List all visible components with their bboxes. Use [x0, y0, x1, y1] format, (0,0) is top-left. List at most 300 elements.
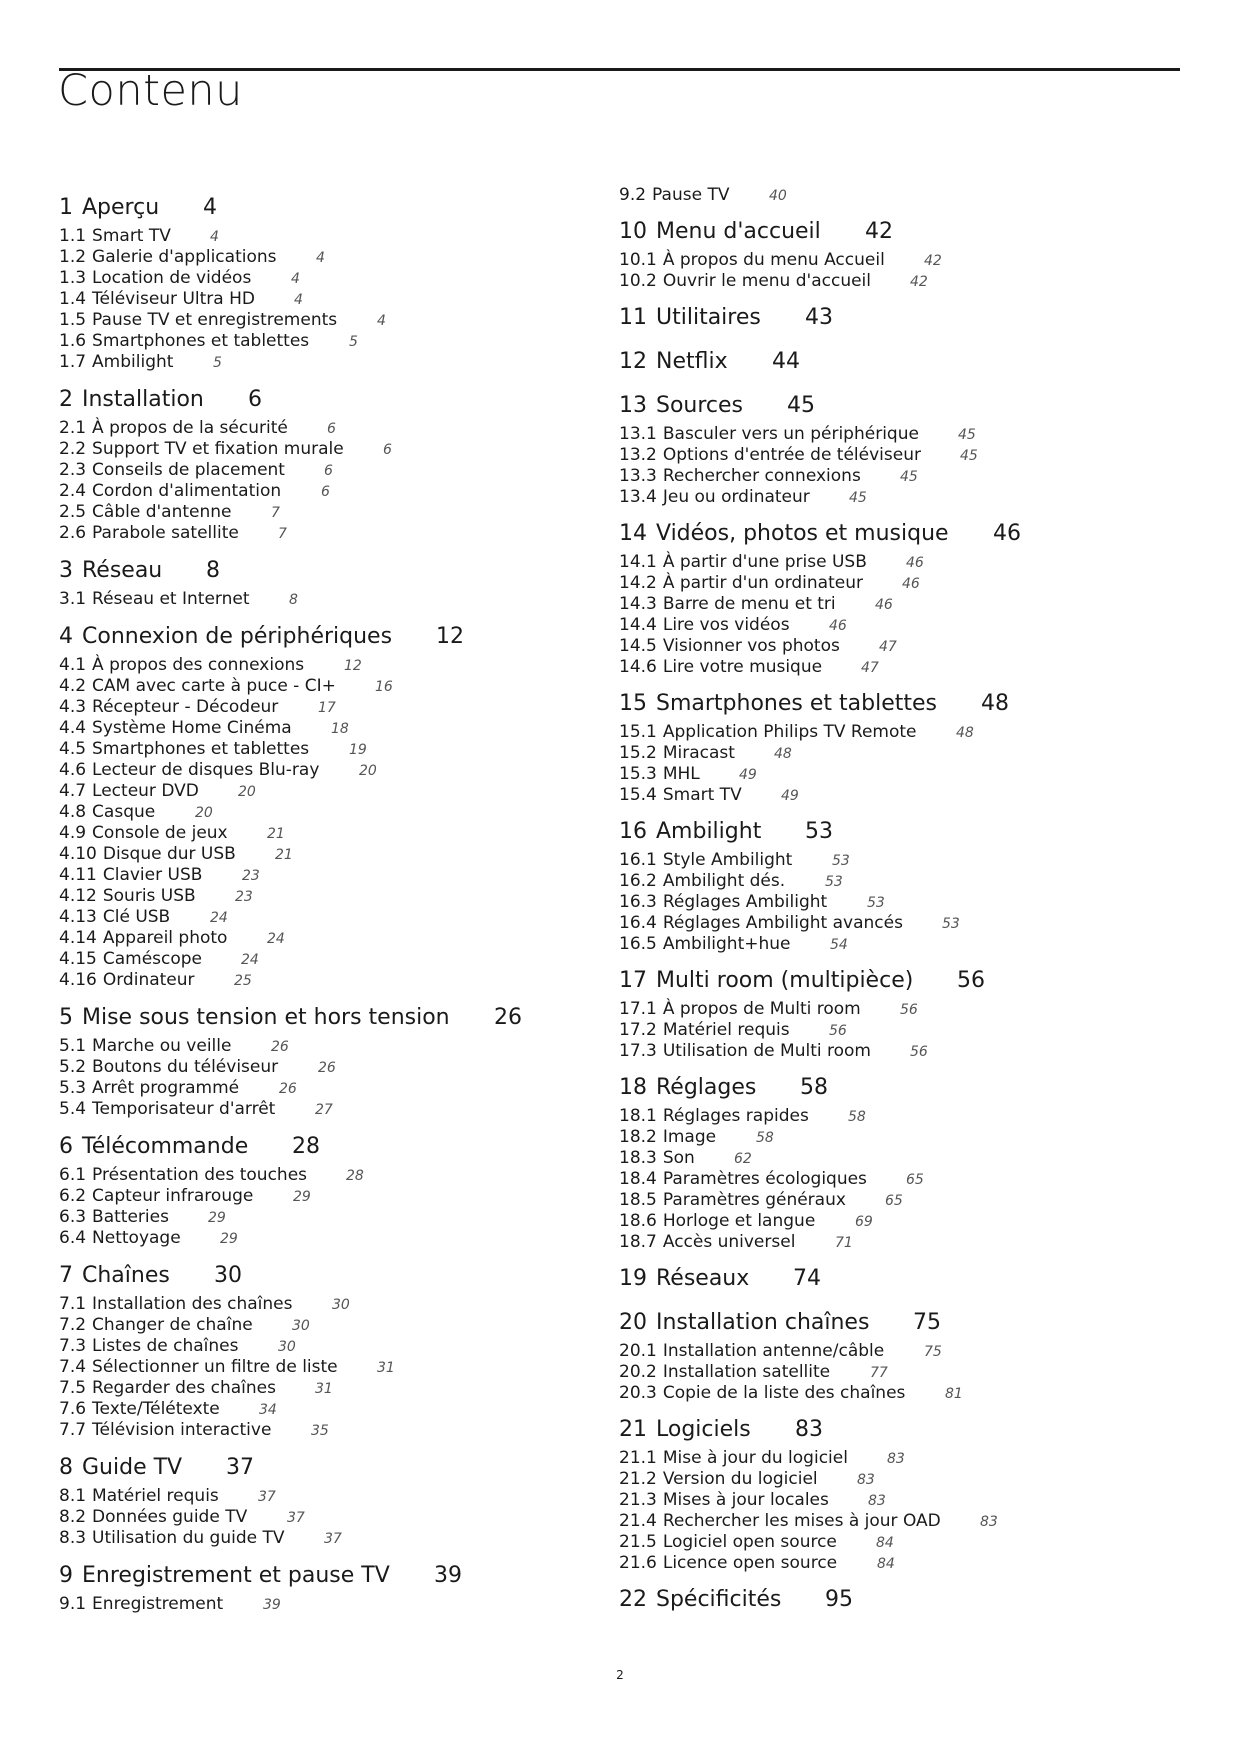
section-title: Rechercher les mises à jour OAD	[662, 1511, 941, 1531]
section-title: Capteur infrarouge	[92, 1186, 254, 1206]
toc-section[interactable]	[619, 552, 924, 572]
toc-section[interactable]	[59, 1507, 305, 1527]
toc-section[interactable]	[59, 802, 213, 822]
section-number: 7.3	[59, 1336, 87, 1356]
section-number: 1.1	[59, 226, 87, 246]
section-title: Utilisation de Multi room	[662, 1041, 871, 1061]
page-reference: 65	[906, 1172, 924, 1188]
page-reference: 4	[377, 313, 386, 329]
toc-section[interactable]	[619, 1490, 886, 1510]
section-number: 21.3	[619, 1490, 657, 1510]
section-title: Barre de menu et tri	[662, 594, 836, 614]
page-reference: 83	[868, 1493, 886, 1509]
toc-chapter[interactable]	[59, 624, 464, 649]
section-title: Visionner vos photos	[662, 636, 840, 656]
page-reference: 53	[825, 874, 843, 890]
page-reference: 17	[318, 700, 336, 716]
section-number: 21.2	[619, 1469, 657, 1489]
section-title: Smartphones et tablettes	[92, 739, 310, 759]
section-title: Nettoyage	[92, 1228, 181, 1248]
section-title: À propos du menu Accueil	[662, 250, 885, 270]
section-number: 2.6	[59, 523, 87, 543]
section-title: Console de jeux	[92, 823, 228, 843]
section-title: Options d'entrée de téléviseur	[662, 445, 921, 465]
chapter-title: Vidéos, photos et musique	[656, 521, 949, 546]
page-reference: 46	[906, 555, 924, 571]
toc-section[interactable]	[619, 871, 843, 891]
page-reference: 56	[900, 1002, 918, 1018]
page-reference: 65	[885, 1193, 903, 1209]
toc-section[interactable]	[59, 418, 336, 438]
section-number: 9.2	[619, 185, 647, 205]
section-number: 4.6	[59, 760, 87, 780]
page-reference: 84	[877, 1556, 895, 1572]
toc-section[interactable]	[59, 718, 349, 738]
toc-section[interactable]	[619, 573, 920, 593]
section-title: Sélectionner un filtre de liste	[92, 1357, 338, 1377]
section-title: Rechercher connexions	[662, 466, 861, 486]
toc-section[interactable]	[59, 928, 285, 948]
toc-chapter[interactable]	[619, 219, 893, 244]
page-reference: 83	[857, 1472, 875, 1488]
toc-chapter[interactable]	[619, 521, 1021, 546]
toc-section[interactable]	[619, 1362, 888, 1382]
toc-section[interactable]	[619, 892, 885, 912]
section-number: 5.3	[59, 1078, 87, 1098]
page-reference: 30	[278, 1339, 296, 1355]
chapter-number: 14	[619, 521, 647, 546]
toc-section[interactable]	[59, 949, 259, 969]
page-reference: 75	[924, 1344, 942, 1360]
section-number: 15.2	[619, 743, 657, 763]
toc-section[interactable]	[619, 594, 893, 614]
toc-section[interactable]	[619, 1041, 928, 1061]
toc-chapter[interactable]	[59, 1455, 254, 1480]
toc-section[interactable]	[619, 424, 976, 444]
page-reference: 74	[793, 1266, 821, 1291]
section-number: 14.2	[619, 573, 657, 593]
section-number: 21.5	[619, 1532, 657, 1552]
page-reference: 48	[956, 725, 974, 741]
section-number: 14.3	[619, 594, 657, 614]
toc-section[interactable]	[59, 1294, 350, 1314]
toc-chapter[interactable]	[619, 1075, 828, 1100]
toc-section[interactable]	[619, 1511, 998, 1531]
chapter-number: 13	[619, 393, 647, 418]
toc-section[interactable]	[59, 439, 392, 459]
section-number: 18.5	[619, 1190, 657, 1210]
toc-section[interactable]	[619, 1448, 905, 1468]
toc-section[interactable]	[59, 523, 287, 543]
toc-section[interactable]	[619, 743, 792, 763]
section-title: Horloge et langue	[662, 1211, 816, 1231]
page-reference: 5	[213, 355, 222, 371]
section-title: Regarder des chaînes	[92, 1378, 276, 1398]
chapter-title: Chaînes	[82, 1263, 170, 1288]
chapter-number: 1	[59, 195, 73, 220]
toc-section[interactable]	[59, 1315, 310, 1335]
section-title: Temporisateur d'arrêt	[92, 1099, 276, 1119]
toc-chapter[interactable]	[59, 195, 217, 220]
section-number: 5.2	[59, 1057, 87, 1077]
toc-section[interactable]	[59, 1057, 336, 1077]
section-number: 7.7	[59, 1420, 87, 1440]
toc-section[interactable]	[59, 247, 325, 267]
toc-section[interactable]	[59, 697, 336, 717]
section-title: Listes de chaînes	[92, 1336, 239, 1356]
page-reference: 75	[913, 1310, 941, 1335]
toc-section[interactable]	[59, 655, 362, 675]
page-reference: 45	[787, 393, 815, 418]
section-title: Ambilight+hue	[662, 934, 791, 954]
page-reference: 16	[375, 679, 393, 695]
section-number: 8.1	[59, 1486, 87, 1506]
page-reference: 24	[267, 931, 285, 947]
toc-chapter[interactable]	[619, 1310, 941, 1335]
section-number: 13.1	[619, 424, 657, 444]
toc-section[interactable]	[619, 1532, 894, 1552]
page-reference: 39	[263, 1597, 281, 1613]
section-number: 18.6	[619, 1211, 657, 1231]
toc-section[interactable]	[619, 913, 960, 933]
section-number: 2.5	[59, 502, 87, 522]
section-title: Boutons du téléviseur	[92, 1057, 279, 1077]
section-number: 21.6	[619, 1553, 657, 1573]
toc-section[interactable]	[59, 865, 260, 885]
section-title: Son	[662, 1148, 695, 1168]
page-reference: 83	[887, 1451, 905, 1467]
section-number: 15.3	[619, 764, 657, 784]
page-reference: 58	[800, 1075, 828, 1100]
chapter-title: Menu d'accueil	[656, 219, 821, 244]
toc-chapter[interactable]	[619, 305, 833, 330]
toc-chapter[interactable]	[59, 1563, 462, 1588]
chapter-title: Logiciels	[656, 1417, 751, 1442]
chapter-title: Enregistrement et pause TV	[82, 1563, 390, 1588]
toc-section[interactable]	[59, 1207, 226, 1227]
page-reference: 8	[206, 558, 220, 583]
chapter-number: 21	[619, 1417, 647, 1442]
section-title: Marche ou veille	[92, 1036, 232, 1056]
section-number: 4.7	[59, 781, 87, 801]
page-reference: 95	[825, 1587, 853, 1612]
chapter-title: Smartphones et tablettes	[656, 691, 937, 716]
toc-section[interactable]	[59, 481, 330, 501]
page-reference: 19	[349, 742, 367, 758]
toc-chapter[interactable]	[59, 1263, 242, 1288]
toc-chapter[interactable]	[619, 1417, 823, 1442]
page-reference: 45	[849, 490, 867, 506]
section-number: 16.3	[619, 892, 657, 912]
page-reference: 30	[214, 1263, 242, 1288]
section-number: 3.1	[59, 589, 87, 609]
page-reference: 56	[910, 1044, 928, 1060]
toc-section[interactable]	[59, 1078, 297, 1098]
page-reference: 54	[830, 937, 848, 953]
toc-section[interactable]	[619, 1341, 942, 1361]
page-reference: 45	[960, 448, 978, 464]
page-reference: 12	[436, 624, 464, 649]
chapter-title: Sources	[656, 393, 744, 418]
toc-section[interactable]	[619, 1106, 866, 1126]
section-number: 14.1	[619, 552, 657, 572]
toc-section[interactable]	[619, 1383, 963, 1403]
section-number: 10.1	[619, 250, 657, 270]
section-title: Enregistrement	[92, 1594, 224, 1614]
page-reference: 30	[332, 1297, 350, 1313]
section-title: Smart TV	[92, 226, 171, 246]
section-title: Récepteur - Décodeur	[92, 697, 279, 717]
toc-chapter[interactable]	[59, 558, 220, 583]
page-reference: 25	[234, 973, 252, 989]
chapter-number: 18	[619, 1075, 647, 1100]
section-title: Conseils de placement	[92, 460, 285, 480]
page-reference: 42	[865, 219, 893, 244]
toc-section[interactable]	[619, 722, 974, 742]
toc-section[interactable]	[59, 460, 333, 480]
section-number: 2.3	[59, 460, 87, 480]
section-number: 17.2	[619, 1020, 657, 1040]
section-number: 6.4	[59, 1228, 87, 1248]
page-reference: 48	[774, 746, 792, 762]
section-number: 4.11	[59, 865, 97, 885]
section-title: Lire votre musique	[662, 657, 823, 677]
toc-section[interactable]	[619, 185, 787, 205]
toc-section[interactable]	[619, 1169, 924, 1189]
section-number: 7.6	[59, 1399, 87, 1419]
toc-section[interactable]	[59, 1036, 289, 1056]
toc-section[interactable]	[59, 310, 386, 330]
toc-section[interactable]	[59, 1165, 364, 1185]
section-title: Image	[662, 1127, 717, 1147]
section-title: Appareil photo	[102, 928, 228, 948]
page-reference: 84	[876, 1535, 894, 1551]
toc-chapter[interactable]	[59, 1005, 522, 1030]
page-reference: 23	[235, 889, 253, 905]
section-number: 8.3	[59, 1528, 87, 1548]
toc-section[interactable]	[59, 823, 285, 843]
chapter-title: Réglages	[656, 1075, 757, 1100]
section-title: Logiciel open source	[662, 1532, 837, 1552]
chapter-number: 4	[59, 624, 73, 649]
toc-section[interactable]	[59, 1420, 329, 1440]
toc-section[interactable]	[619, 250, 942, 270]
toc-section[interactable]	[619, 445, 978, 465]
toc-section[interactable]	[619, 785, 799, 805]
page-reference: 46	[993, 521, 1021, 546]
page-reference: 5	[349, 334, 358, 350]
section-title: Changer de chaîne	[92, 1315, 253, 1335]
section-title: Ambilight	[92, 352, 174, 372]
toc-section[interactable]	[59, 907, 228, 927]
toc-section[interactable]	[619, 1469, 875, 1489]
toc-section[interactable]	[59, 1228, 238, 1248]
section-number: 6.1	[59, 1165, 87, 1185]
toc-section[interactable]	[619, 657, 879, 677]
page-reference: 4	[316, 250, 325, 266]
section-title: Ambilight dés.	[662, 871, 786, 891]
page-reference: 6	[324, 463, 333, 479]
page-reference: 6	[321, 484, 330, 500]
section-title: Disque dur USB	[102, 844, 236, 864]
toc-chapter[interactable]	[619, 968, 985, 993]
toc-chapter[interactable]	[619, 349, 800, 374]
section-number: 16.2	[619, 871, 657, 891]
section-number: 2.4	[59, 481, 87, 501]
page-reference: 45	[958, 427, 976, 443]
section-number: 16.1	[619, 850, 657, 870]
section-title: Lecteur de disques Blu-ray	[92, 760, 320, 780]
section-number: 1.6	[59, 331, 87, 351]
toc-section[interactable]	[59, 970, 252, 990]
page-reference: 34	[259, 1402, 277, 1418]
section-title: Ordinateur	[102, 970, 195, 990]
toc-section[interactable]	[619, 636, 897, 656]
toc-section[interactable]	[619, 466, 918, 486]
section-title: Casque	[92, 802, 156, 822]
page-reference: 40	[769, 188, 787, 204]
page-reference: 24	[210, 910, 228, 926]
page-reference: 53	[942, 916, 960, 932]
section-number: 4.3	[59, 697, 87, 717]
section-title: Installation satellite	[662, 1362, 831, 1382]
section-title: Installation antenne/câble	[662, 1341, 885, 1361]
page-reference: 37	[324, 1531, 342, 1547]
section-title: Location de vidéos	[92, 268, 252, 288]
toc-section[interactable]	[619, 1232, 853, 1252]
section-title: Téléviseur Ultra HD	[92, 289, 255, 309]
chapter-number: 19	[619, 1266, 647, 1291]
toc-chapter[interactable]	[619, 1266, 821, 1291]
toc-chapter[interactable]	[619, 393, 815, 418]
section-number: 7.1	[59, 1294, 87, 1314]
toc-section[interactable]	[619, 1020, 847, 1040]
toc-section[interactable]	[619, 271, 928, 291]
page-reference: 42	[924, 253, 942, 269]
section-title: Télévision interactive	[92, 1420, 272, 1440]
toc-section[interactable]	[59, 1399, 277, 1419]
chapter-title: Aperçu	[82, 195, 160, 220]
toc-section[interactable]	[619, 999, 918, 1019]
toc-section[interactable]	[59, 676, 393, 696]
page-reference: 6	[248, 387, 262, 412]
toc-section[interactable]	[59, 1378, 333, 1398]
section-number: 5.1	[59, 1036, 87, 1056]
section-number: 7.5	[59, 1378, 87, 1398]
section-title: Paramètres écologiques	[662, 1169, 867, 1189]
toc-section[interactable]	[59, 589, 298, 609]
toc-section[interactable]	[59, 1336, 296, 1356]
page-reference: 26	[279, 1081, 297, 1097]
chapter-title: Télécommande	[82, 1134, 249, 1159]
toc-section[interactable]	[59, 289, 303, 309]
toc-section[interactable]	[59, 352, 222, 372]
section-title: Réglages rapides	[662, 1106, 809, 1126]
toc-section[interactable]	[59, 1357, 395, 1377]
page-reference: 56	[957, 968, 985, 993]
toc-section[interactable]	[619, 850, 850, 870]
section-number: 10.2	[619, 271, 657, 291]
toc-section[interactable]	[59, 1486, 276, 1506]
page-reference: 37	[226, 1455, 254, 1480]
toc-section[interactable]	[619, 1553, 895, 1573]
page-reference: 69	[855, 1214, 873, 1230]
toc-section[interactable]	[59, 781, 256, 801]
section-number: 1.4	[59, 289, 87, 309]
toc-section[interactable]	[619, 1127, 774, 1147]
page-reference: 53	[832, 853, 850, 869]
section-title: Licence open source	[662, 1553, 838, 1573]
toc-section[interactable]	[619, 1148, 752, 1168]
chapter-number: 12	[619, 349, 647, 374]
toc-section[interactable]	[59, 268, 300, 288]
page-reference: 30	[292, 1318, 310, 1334]
toc-chapter[interactable]	[59, 1134, 320, 1159]
page-reference: 20	[195, 805, 213, 821]
toc-chapter[interactable]	[59, 387, 262, 412]
section-title: Réglages Ambilight	[662, 892, 828, 912]
chapter-number: 9	[59, 1563, 73, 1588]
toc-section[interactable]	[619, 615, 847, 635]
section-title: Données guide TV	[92, 1507, 248, 1527]
section-title: Système Home Cinéma	[92, 718, 292, 738]
toc-section[interactable]	[59, 1594, 281, 1614]
section-number: 16.4	[619, 913, 657, 933]
section-number: 5.4	[59, 1099, 87, 1119]
section-title: Souris USB	[102, 886, 196, 906]
toc-section[interactable]	[59, 1099, 333, 1119]
toc-section[interactable]	[619, 487, 867, 507]
toc-section[interactable]	[619, 764, 757, 784]
page-reference: 46	[902, 576, 920, 592]
page-reference: 7	[278, 526, 287, 542]
toc-section[interactable]	[59, 844, 293, 864]
chapter-title: Réseaux	[656, 1266, 750, 1291]
section-title: Caméscope	[102, 949, 203, 969]
page-reference: 46	[875, 597, 893, 613]
page-reference: 83	[795, 1417, 823, 1442]
page-reference: 6	[327, 421, 336, 437]
section-title: Cordon d'alimentation	[92, 481, 282, 501]
toc-section[interactable]	[59, 502, 280, 522]
section-number: 18.1	[619, 1106, 657, 1126]
toc-section[interactable]	[59, 226, 219, 246]
section-number: 14.4	[619, 615, 657, 635]
page-reference: 39	[434, 1563, 462, 1588]
toc-chapter[interactable]	[619, 1587, 853, 1612]
toc-section[interactable]	[59, 1528, 342, 1548]
section-title: Mises à jour locales	[662, 1490, 829, 1510]
toc-section[interactable]	[619, 934, 848, 954]
toc-chapter[interactable]	[619, 819, 833, 844]
section-title: Réglages Ambilight avancés	[662, 913, 903, 933]
section-title: Galerie d'applications	[92, 247, 277, 267]
section-title: Copie de la liste des chaînes	[662, 1383, 906, 1403]
section-number: 13.2	[619, 445, 657, 465]
page-reference: 37	[287, 1510, 305, 1526]
page-reference: 35	[311, 1423, 329, 1439]
toc-section[interactable]	[59, 739, 367, 759]
toc-section[interactable]	[59, 760, 377, 780]
toc-section[interactable]	[59, 331, 358, 351]
toc-section[interactable]	[619, 1190, 903, 1210]
toc-section[interactable]	[59, 886, 253, 906]
toc-chapter[interactable]	[619, 691, 1009, 716]
section-number: 15.4	[619, 785, 657, 805]
chapter-title: Mise sous tension et hors tension	[82, 1005, 450, 1030]
toc-section[interactable]	[619, 1211, 873, 1231]
toc-section[interactable]	[59, 1186, 311, 1206]
